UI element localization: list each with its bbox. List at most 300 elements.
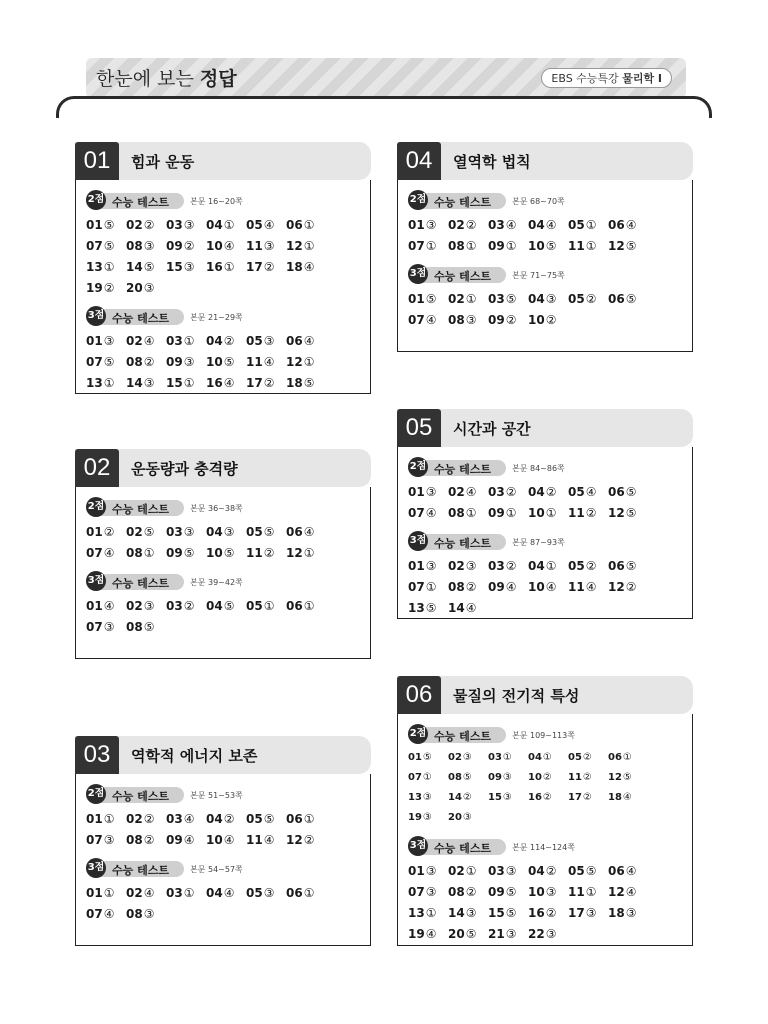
answer-mark: ② <box>143 812 155 826</box>
answer-mark: ⑤ <box>465 927 477 941</box>
question-number: 02 <box>448 864 465 878</box>
answer-item <box>206 334 246 355</box>
question-number: 17 <box>246 376 263 390</box>
answer-mark: ③ <box>505 927 517 941</box>
answer-mark: ② <box>103 281 115 295</box>
points-badge: 2점 <box>408 724 428 744</box>
answer-item <box>286 334 326 355</box>
answer-mark: ② <box>183 599 195 613</box>
answer-mark: ④ <box>223 239 235 253</box>
answer-mark: ④ <box>223 833 235 847</box>
answer-item <box>448 580 488 601</box>
answer-mark: ② <box>585 506 597 520</box>
answer-mark: ⑤ <box>303 376 315 390</box>
question-number: 07 <box>86 907 103 921</box>
answer-mark: ① <box>303 599 315 613</box>
unit-number: 05 <box>397 409 441 447</box>
section-label: 수능 테스트 <box>112 864 169 877</box>
question-number: 08 <box>448 772 462 783</box>
answer-item <box>528 752 568 772</box>
question-number: 05 <box>568 752 582 763</box>
answer-mark: ③ <box>585 906 597 920</box>
question-number: 07 <box>408 313 425 327</box>
answer-mark: ④ <box>545 580 557 594</box>
answer-item <box>448 218 488 239</box>
answer-item <box>206 833 246 854</box>
question-number: 03 <box>166 334 183 348</box>
answer-item <box>166 833 206 854</box>
question-number: 02 <box>126 525 143 539</box>
unit-title: 열역학 법칙 <box>453 153 531 171</box>
answer-mark: ④ <box>622 792 632 803</box>
question-number: 04 <box>206 525 223 539</box>
answer-item <box>166 239 206 260</box>
question-number: 05 <box>568 292 585 306</box>
answer-item <box>408 885 448 906</box>
question-number: 09 <box>488 772 502 783</box>
book-tag: EBS 수능특강 물리학 Ⅰ <box>541 68 672 88</box>
points-badge: 2점 <box>408 190 428 210</box>
answer-mark: ② <box>465 580 477 594</box>
answer-item <box>448 506 488 527</box>
answer-item <box>126 218 166 239</box>
question-number: 09 <box>166 546 183 560</box>
unit-number: 06 <box>397 676 441 714</box>
question-number: 12 <box>286 833 303 847</box>
answer-mark: ① <box>103 812 115 826</box>
answer-mark: ③ <box>425 485 437 499</box>
question-number: 18 <box>608 906 625 920</box>
answer-item <box>528 292 568 313</box>
question-number: 01 <box>86 218 103 232</box>
question-number: 02 <box>448 752 462 763</box>
question-number: 07 <box>86 833 103 847</box>
answer-item <box>286 886 326 907</box>
answer-item <box>246 355 286 376</box>
section-label: 수능 테스트 <box>112 312 169 325</box>
answer-mark: ③ <box>143 239 155 253</box>
answer-mark: ① <box>103 376 115 390</box>
answer-item <box>448 601 488 622</box>
answer-mark: ① <box>223 218 235 232</box>
answer-mark: ① <box>263 599 275 613</box>
question-number: 02 <box>126 812 143 826</box>
answer-item <box>126 833 166 854</box>
answer-item <box>528 792 568 812</box>
answer-item <box>408 792 448 812</box>
answer-box <box>397 180 693 352</box>
answer-mark: ② <box>103 525 115 539</box>
question-number: 19 <box>408 927 425 941</box>
answer-item <box>206 812 246 833</box>
answer-list <box>86 525 360 567</box>
question-number: 20 <box>448 812 462 823</box>
section-label: 수능 테스트 <box>112 790 169 803</box>
question-number: 04 <box>206 599 223 613</box>
question-number: 05 <box>568 218 585 232</box>
answer-item <box>246 376 286 397</box>
answer-box <box>75 180 371 394</box>
answer-mark: ① <box>425 580 437 594</box>
answer-item <box>408 772 448 792</box>
answer-mark: ⑤ <box>143 620 155 634</box>
answer-item <box>286 239 326 260</box>
answer-mark: ⑤ <box>425 601 437 615</box>
answer-item <box>126 334 166 355</box>
answer-box <box>397 447 693 619</box>
answer-item <box>126 546 166 567</box>
answer-list <box>408 864 682 948</box>
answer-item <box>166 334 206 355</box>
answer-mark: ④ <box>183 833 195 847</box>
page-range: 본문 109~113쪽 <box>512 731 575 740</box>
answer-item <box>86 355 126 376</box>
question-number: 14 <box>448 792 462 803</box>
question-number: 12 <box>608 772 622 783</box>
answer-item <box>488 752 528 772</box>
answer-mark: ④ <box>183 812 195 826</box>
question-number: 10 <box>528 772 542 783</box>
answer-mark: ② <box>582 792 592 803</box>
answer-list <box>86 334 360 397</box>
answer-item <box>408 601 448 622</box>
answer-item <box>408 812 448 832</box>
section-header <box>408 838 682 858</box>
question-number: 07 <box>408 580 425 594</box>
answer-item <box>528 864 568 885</box>
answer-mark: ① <box>103 886 115 900</box>
question-number: 19 <box>86 281 103 295</box>
answer-box <box>397 714 693 946</box>
answer-mark: ③ <box>462 752 472 763</box>
question-number: 01 <box>408 292 425 306</box>
answer-item <box>488 864 528 885</box>
page-range: 본문 39~42쪽 <box>190 578 243 587</box>
answer-mark: ⑤ <box>625 239 637 253</box>
points-badge: 3점 <box>86 571 106 591</box>
answer-mark: ③ <box>183 218 195 232</box>
question-number: 07 <box>86 546 103 560</box>
answer-mark: ③ <box>505 864 517 878</box>
question-number: 03 <box>166 599 183 613</box>
answer-item <box>448 485 488 506</box>
question-number: 04 <box>206 334 223 348</box>
answer-mark: ② <box>263 260 275 274</box>
answer-mark: ② <box>465 885 477 899</box>
answer-item <box>608 506 648 527</box>
question-number: 03 <box>488 752 502 763</box>
answer-item <box>488 239 528 260</box>
question-number: 05 <box>568 559 585 573</box>
question-number: 06 <box>608 864 625 878</box>
answer-mark: ① <box>465 506 477 520</box>
answer-item <box>488 506 528 527</box>
question-number: 05 <box>246 886 263 900</box>
answer-item <box>568 580 608 601</box>
question-number: 12 <box>286 355 303 369</box>
answer-mark: ① <box>622 752 632 763</box>
question-number: 17 <box>568 792 582 803</box>
answer-mark: ② <box>223 812 235 826</box>
answer-item <box>608 292 648 313</box>
page-range: 본문 21~29쪽 <box>190 313 243 322</box>
question-number: 14 <box>448 601 465 615</box>
answer-mark: ① <box>542 752 552 763</box>
answer-mark: ① <box>585 239 597 253</box>
question-number: 05 <box>246 218 263 232</box>
answer-item <box>408 485 448 506</box>
answer-item <box>488 485 528 506</box>
section-header <box>86 499 360 519</box>
question-number: 04 <box>528 559 545 573</box>
answer-item <box>286 525 326 546</box>
answer-item <box>166 355 206 376</box>
answer-item <box>408 313 448 334</box>
section-header <box>408 192 682 212</box>
answer-mark: ① <box>502 752 512 763</box>
answer-item <box>206 525 246 546</box>
answer-mark: ⑤ <box>505 292 517 306</box>
question-number: 05 <box>246 334 263 348</box>
question-number: 06 <box>286 525 303 539</box>
question-number: 02 <box>126 886 143 900</box>
answer-mark: ② <box>542 772 552 783</box>
answer-mark: ② <box>465 218 477 232</box>
unit-title: 물질의 전기적 특성 <box>453 687 580 705</box>
answer-item <box>568 792 608 812</box>
question-number: 08 <box>126 239 143 253</box>
answer-item <box>126 525 166 546</box>
answer-item <box>408 218 448 239</box>
question-number: 06 <box>608 559 625 573</box>
question-number: 04 <box>528 292 545 306</box>
section-header <box>86 860 360 880</box>
question-number: 05 <box>246 599 263 613</box>
answer-item <box>608 792 648 812</box>
question-number: 12 <box>608 239 625 253</box>
answer-item <box>206 886 246 907</box>
unit-number: 03 <box>75 736 119 774</box>
answer-mark: ① <box>425 906 437 920</box>
question-number: 16 <box>528 906 545 920</box>
question-number: 18 <box>608 792 622 803</box>
question-number: 10 <box>206 546 223 560</box>
answer-mark: ② <box>143 355 155 369</box>
answer-item <box>246 812 286 833</box>
answer-item <box>246 833 286 854</box>
answer-mark: ① <box>585 885 597 899</box>
question-number: 10 <box>528 313 545 327</box>
answer-mark: ④ <box>223 376 235 390</box>
question-number: 20 <box>126 281 143 295</box>
answer-item <box>86 281 126 302</box>
answer-mark: ④ <box>425 313 437 327</box>
answer-mark: ② <box>505 559 517 573</box>
answer-mark: ③ <box>545 292 557 306</box>
section-header <box>408 533 682 553</box>
answer-item <box>408 906 448 927</box>
unit-number: 02 <box>75 449 119 487</box>
answer-item <box>246 218 286 239</box>
question-number: 22 <box>528 927 545 941</box>
answer-mark: ② <box>462 792 472 803</box>
question-number: 02 <box>448 218 465 232</box>
question-number: 03 <box>166 812 183 826</box>
answer-mark: ③ <box>502 772 512 783</box>
question-number: 15 <box>166 376 183 390</box>
answer-mark: ⑤ <box>143 525 155 539</box>
answer-item <box>86 546 126 567</box>
answer-item <box>568 559 608 580</box>
answer-mark: ① <box>303 355 315 369</box>
question-number: 11 <box>246 833 263 847</box>
question-number: 05 <box>246 812 263 826</box>
question-number: 06 <box>286 334 303 348</box>
answer-item <box>568 772 608 792</box>
answer-item <box>206 218 246 239</box>
answer-mark: ② <box>143 218 155 232</box>
answer-mark: ⑤ <box>622 772 632 783</box>
question-number: 03 <box>488 864 505 878</box>
question-number: 17 <box>568 906 585 920</box>
answer-item <box>126 376 166 397</box>
answer-item <box>568 218 608 239</box>
question-number: 12 <box>286 546 303 560</box>
answer-mark: ⑤ <box>263 525 275 539</box>
answer-item <box>488 906 528 927</box>
answer-item <box>408 559 448 580</box>
answer-item <box>286 260 326 281</box>
question-number: 08 <box>448 239 465 253</box>
question-number: 07 <box>408 239 425 253</box>
answer-mark: ④ <box>223 886 235 900</box>
answer-mark: ④ <box>303 525 315 539</box>
answer-item <box>528 313 568 334</box>
answer-mark: ① <box>303 886 315 900</box>
answer-mark: ③ <box>425 885 437 899</box>
answer-mark: ① <box>183 334 195 348</box>
question-number: 11 <box>568 885 585 899</box>
answer-item <box>86 599 126 620</box>
answer-item <box>166 812 206 833</box>
answer-mark: ⑤ <box>103 355 115 369</box>
answer-mark: ② <box>263 376 275 390</box>
header-curve <box>56 96 712 118</box>
points-badge: 2점 <box>408 457 428 477</box>
question-number: 21 <box>488 927 505 941</box>
answer-mark: ④ <box>263 218 275 232</box>
answer-mark: ⑤ <box>505 885 517 899</box>
answer-mark: ④ <box>103 599 115 613</box>
question-number: 10 <box>528 239 545 253</box>
answer-mark: ⑤ <box>143 260 155 274</box>
answer-mark: ⑤ <box>103 239 115 253</box>
answer-mark: ① <box>303 812 315 826</box>
answer-mark: ① <box>505 239 517 253</box>
answer-item <box>86 334 126 355</box>
page-range: 본문 68~70쪽 <box>512 197 565 206</box>
answer-mark: ② <box>505 485 517 499</box>
question-number: 06 <box>608 292 625 306</box>
answer-list <box>408 485 682 527</box>
section-label: 수능 테스트 <box>434 730 491 743</box>
answer-item <box>86 239 126 260</box>
answer-item <box>488 292 528 313</box>
question-number: 07 <box>408 885 425 899</box>
answer-mark: ① <box>505 506 517 520</box>
points-badge: 3점 <box>408 836 428 856</box>
answer-item <box>126 599 166 620</box>
question-number: 03 <box>488 485 505 499</box>
points-badge: 3점 <box>408 264 428 284</box>
question-number: 04 <box>206 218 223 232</box>
answer-mark: ① <box>465 864 477 878</box>
answer-mark: ② <box>143 833 155 847</box>
question-number: 16 <box>206 260 223 274</box>
answer-mark: ③ <box>143 599 155 613</box>
question-number: 10 <box>528 506 545 520</box>
question-number: 08 <box>126 546 143 560</box>
points-badge: 2점 <box>86 497 106 517</box>
answer-mark: ⑤ <box>263 812 275 826</box>
question-number: 10 <box>206 239 223 253</box>
section-label: 수능 테스트 <box>112 577 169 590</box>
answer-item <box>608 885 648 906</box>
answer-item <box>528 927 568 948</box>
answer-item <box>166 599 206 620</box>
question-number: 11 <box>568 580 585 594</box>
answer-item <box>206 599 246 620</box>
question-number: 04 <box>528 864 545 878</box>
answer-mark: ① <box>465 292 477 306</box>
answer-item <box>488 559 528 580</box>
section-header <box>86 308 360 328</box>
answer-mark: ④ <box>505 580 517 594</box>
question-number: 11 <box>246 239 263 253</box>
answer-item <box>488 885 528 906</box>
answer-item <box>528 559 568 580</box>
answer-item <box>448 812 488 832</box>
question-number: 02 <box>126 218 143 232</box>
question-number: 09 <box>166 355 183 369</box>
answer-mark: ③ <box>545 885 557 899</box>
answer-item <box>528 506 568 527</box>
answer-mark: ① <box>103 260 115 274</box>
answer-item <box>528 218 568 239</box>
answer-mark: ③ <box>625 906 637 920</box>
answer-item <box>86 620 126 641</box>
unit-header <box>397 409 693 447</box>
section-label: 수능 테스트 <box>434 270 491 283</box>
question-number: 13 <box>408 601 425 615</box>
answer-list <box>408 559 682 622</box>
answer-item <box>448 772 488 792</box>
question-number: 06 <box>286 812 303 826</box>
answer-mark: ⑤ <box>103 218 115 232</box>
points-badge: 2점 <box>86 784 106 804</box>
answer-item <box>86 907 126 928</box>
answer-item <box>408 864 448 885</box>
question-number: 02 <box>126 334 143 348</box>
section-label: 수능 테스트 <box>434 842 491 855</box>
answer-list <box>408 752 682 832</box>
answer-mark: ① <box>143 546 155 560</box>
question-number: 04 <box>528 218 545 232</box>
answer-mark: ④ <box>143 334 155 348</box>
answer-item <box>448 559 488 580</box>
question-number: 06 <box>608 218 625 232</box>
question-number: 06 <box>286 886 303 900</box>
